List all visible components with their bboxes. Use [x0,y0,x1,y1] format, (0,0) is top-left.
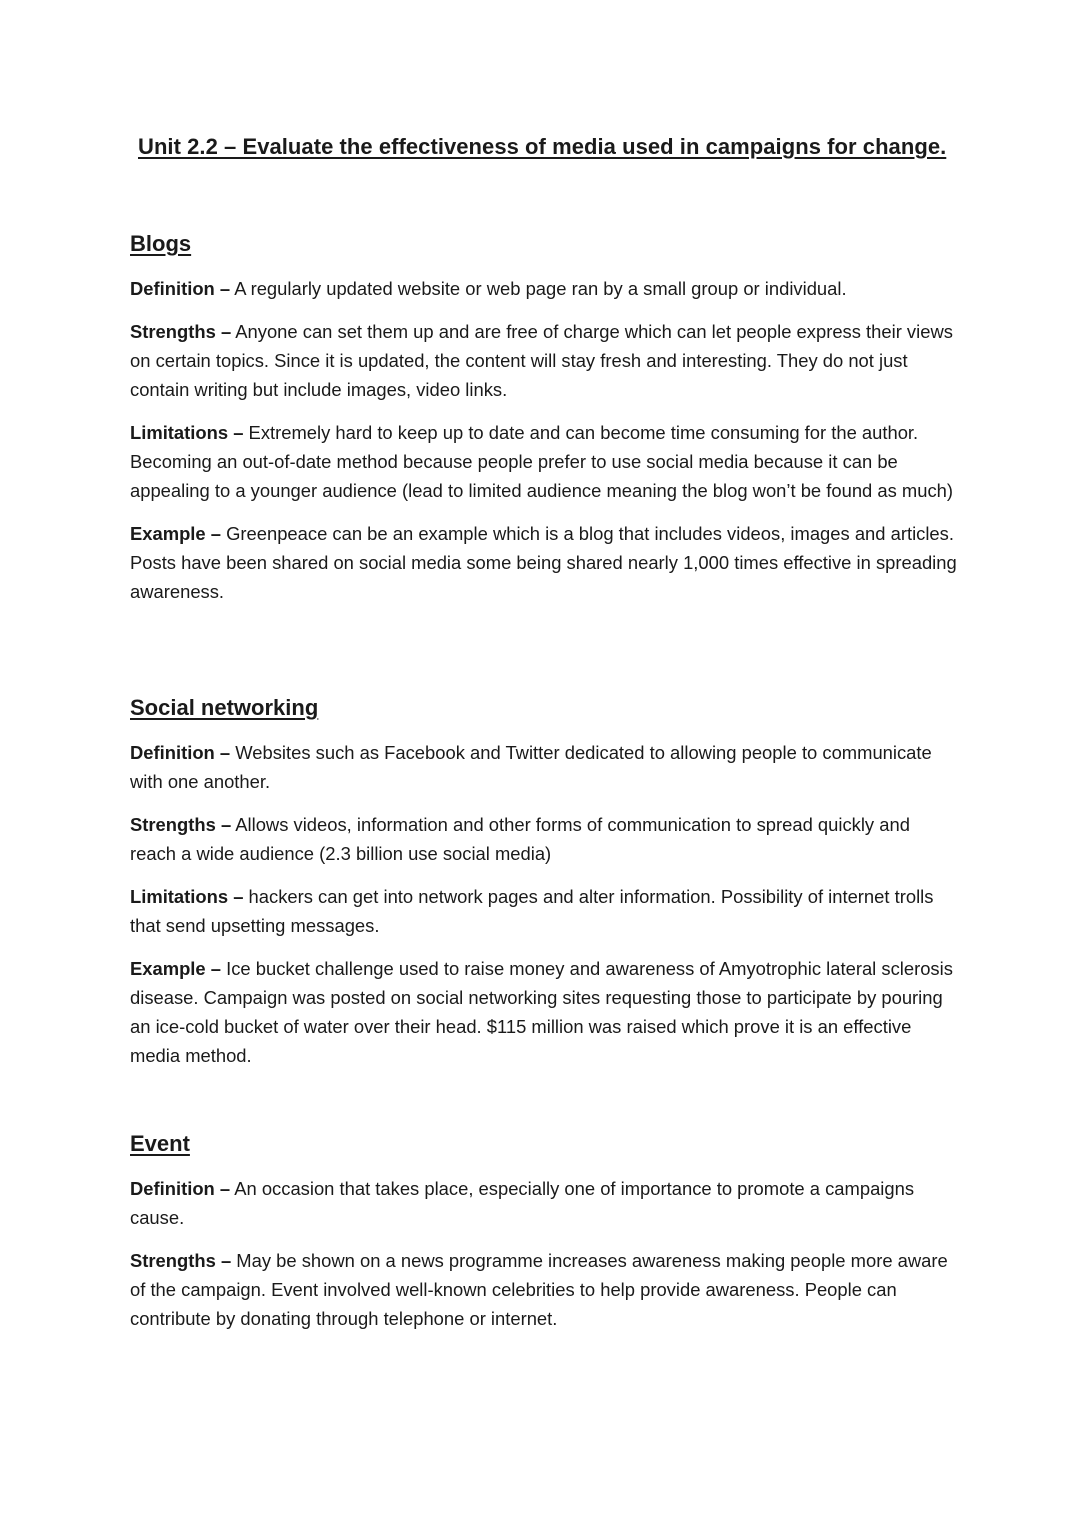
paragraph-definition [130,738,960,796]
term-label: Example – [130,523,221,544]
section-heading-social-networking: Social networking [130,695,319,720]
term-label: Strengths – [130,1250,232,1271]
paragraph-text: Extremely hard to keep up to date and can become time consuming for the author. Becoming an out-of-date method because people prefer to use social media because it can be appealing to a younger audience (lead to limited audience meaning the blog won’t be found as much) [130,422,954,501]
paragraph-example [130,519,960,606]
paragraph-text: hackers can get into network pages and alter information. Possibility of internet trolls that send upsetting messages. [130,886,934,936]
paragraph-text: Websites such as Facebook and Twitter dedicated to allowing people to communicate with one another. [130,742,932,792]
paragraph-text: Greenpeace can be an example which is a blog that includes videos, images and articles. Posts have been shared on social media some being shared nearly 1,000 times effective in spreading awareness. [130,523,957,602]
paragraph-text: An occasion that takes place, especially one of importance to promote a campaigns cause. [130,1178,915,1228]
term-label: Example – [130,958,221,979]
paragraph-limitations [130,882,960,940]
term-label: Strengths – [130,321,232,342]
section-social-networking [130,692,960,1084]
section-event [130,1128,960,1347]
paragraph-definition [130,274,960,303]
section-heading-blogs: Blogs [130,231,192,256]
paragraph-example [130,954,960,1070]
paragraph-strengths [130,810,960,868]
paragraph-limitations [130,418,960,505]
section-heading-event: Event [130,1131,190,1156]
paragraph-text: Ice bucket challenge used to raise money and awareness of Amyotrophic lateral sclerosis disease. Campaign was posted on social networking sites requesting those to participate by pouring an ice-cold bucket of water over their head. $115 million was raised which prove it is an effective media method. [130,958,953,1066]
paragraph-definition [130,1174,960,1232]
paragraph-strengths [130,1246,960,1333]
paragraph-text: Anyone can set them up and are free of charge which can let people express their views on certain topics. Since it is updated, the content will stay fresh and interesting. They do not just contain writing but include images, video links. [130,321,953,400]
paragraph-text: A regularly updated website or web page ran by a small group or individual. [230,278,847,299]
paragraph-strengths [130,317,960,404]
term-label: Definition – [130,742,231,763]
term-label: Strengths – [130,814,232,835]
term-label: Limitations – [130,886,244,907]
paragraph-text: Allows videos, information and other forms of communication to spread quickly and reach a wide audience (2.3 billion use social media) [130,814,910,864]
document-title: Unit 2.2 – Evaluate the effectiveness of media used in campaigns for change. [138,134,947,159]
term-label: Definition – [130,1178,231,1199]
paragraph-text: May be shown on a news programme increases awareness making people more aware of the campaign. Event involved well-known celebrities to help provide awareness. People can contribute by donating through telephone or internet. [130,1250,948,1329]
term-label: Definition – [130,278,231,299]
term-label: Limitations – [130,422,244,443]
section-blogs [130,228,960,620]
